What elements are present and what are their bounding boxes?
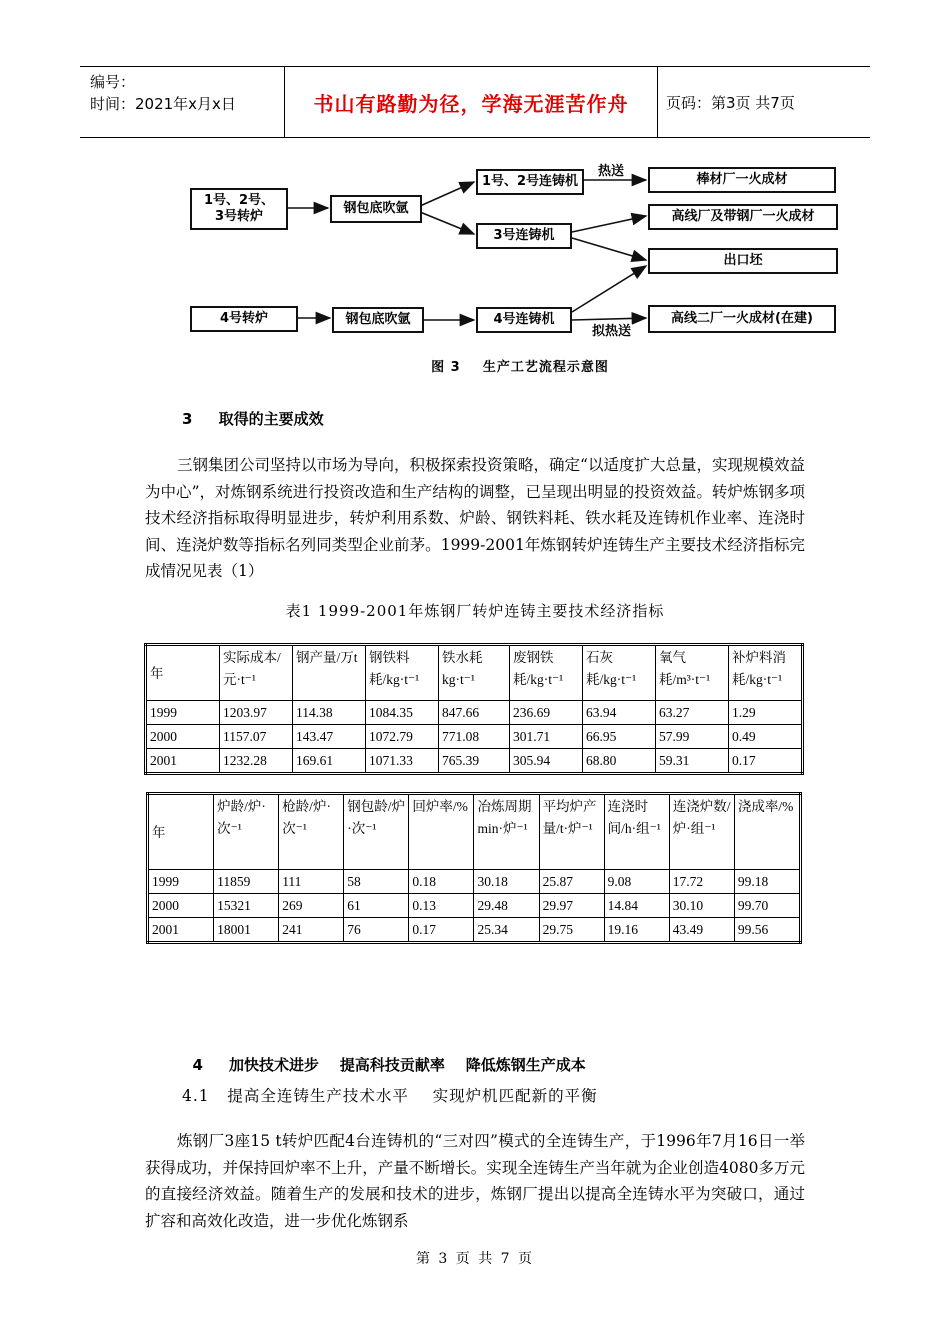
table-header-cell: 炉龄/炉·次⁻¹: [214, 794, 279, 870]
table-header-cell: 冶炼周期 min·炉⁻¹: [474, 794, 539, 870]
page-code: 页码：第3页 共7页: [666, 93, 795, 112]
table-cell: 1203.97: [220, 701, 293, 725]
table-cell: 236.69: [510, 701, 583, 725]
header-page-cell: [658, 67, 870, 137]
table-header-cell: 实际成本/元·t⁻¹: [220, 645, 293, 701]
arrow-argon-caster3: [420, 212, 474, 234]
box-argon-1: 钢包底吹氩: [330, 195, 422, 223]
table-cell: 2000: [146, 725, 220, 749]
table-cell: 0.49: [729, 725, 803, 749]
table-cell: 29.75: [539, 918, 604, 943]
table-cell: 30.10: [669, 894, 734, 918]
table-cell: 58: [344, 870, 409, 894]
arrow-caster4-export: [572, 266, 646, 312]
table-cell: 2000: [148, 894, 214, 918]
table-cell: 43.49: [669, 918, 734, 943]
table-header-cell: 氧气耗/m³·t⁻¹: [656, 645, 729, 701]
table-row: [146, 749, 803, 774]
table-header-cell: 钢铁料耗/kg·t⁻¹: [366, 645, 439, 701]
section-4-title: 加快技术进步 提高科技贡献率 降低炼钢生产成本: [229, 1056, 586, 1074]
box-export-billet: 出口坯: [648, 248, 838, 274]
table-cell: 305.94: [510, 749, 583, 774]
arrow-caster3-wire: [572, 216, 646, 232]
number-label: 编号：: [90, 73, 136, 91]
table-header-row: [146, 645, 803, 701]
page-footer: 第 3 页 共 7 页: [415, 1251, 535, 1267]
indicator-table-2: [146, 792, 802, 944]
table-cell: 1999: [148, 870, 214, 894]
table-cell: 59.31: [656, 749, 729, 774]
table-cell: 0.13: [409, 894, 474, 918]
table-cell: 269: [279, 894, 344, 918]
table-cell: 241: [279, 918, 344, 943]
table-cell: 25.87: [539, 870, 604, 894]
label-hot-delivery: 热送: [598, 164, 625, 179]
section-3-title: 取得的主要成效: [218, 410, 324, 428]
table-cell: 1999: [146, 701, 220, 725]
table-cell: 29.48: [474, 894, 539, 918]
table-header-cell: 铁水耗kg·t⁻¹: [439, 645, 510, 701]
table-cell: 25.34: [474, 918, 539, 943]
table-cell: 1.29: [729, 701, 803, 725]
section-4-number: 4: [192, 1056, 203, 1074]
table-cell: 169.61: [293, 749, 366, 774]
table-cell: 99.56: [734, 918, 800, 943]
box-converters-1-3: 1号、2号、 3号转炉: [190, 188, 288, 230]
box-argon-2: 钢包底吹氩: [332, 307, 424, 333]
section-3-heading: [182, 408, 324, 429]
table-cell: 30.18: [474, 870, 539, 894]
table-header-cell: 钢包龄/炉·次⁻¹: [344, 794, 409, 870]
table-row: [146, 701, 803, 725]
section-3-paragraph: 三钢集团公司坚持以市场为导向，积极探索投资策略，确定“以适度扩大总量，实现规模效益为中心”，对炼钢系统进行投资改造和生产结构的调整，已呈现出明显的投资效益。转炉炼钢多项技术经济指标取得明显进步，转炉利用系数、炉龄、钢铁料耗、铁水耗及连铸机作业率、连浇时间、连浇炉数等指标名列同类型企业前茅。1999-2001年炼钢转炉连铸生产主要技术经济指标完成情况见表（1）: [145, 456, 805, 580]
table-cell: 301.71: [510, 725, 583, 749]
table-header-cell: 废钢铁耗/kg·t⁻¹: [510, 645, 583, 701]
table-cell: 0.18: [409, 870, 474, 894]
figure-title: 生产工艺流程示意图: [482, 360, 609, 375]
figure-number: 图 3: [431, 360, 461, 375]
table-cell: 61: [344, 894, 409, 918]
table-cell: 14.84: [604, 894, 669, 918]
figure-caption: [0, 356, 950, 375]
table-header-cell: 钢产量/万t: [293, 645, 366, 701]
table-cell: 99.18: [734, 870, 800, 894]
table-cell: 0.17: [409, 918, 474, 943]
section-4-1-heading: 4.1 提高全连铸生产技术水平 实现炉机匹配新的平衡: [182, 1087, 598, 1105]
table-cell: 1071.33: [366, 749, 439, 774]
table-header-cell: 补炉料消耗/kg·t⁻¹: [729, 645, 803, 701]
table-header-cell: 石灰耗/kg·t⁻¹: [583, 645, 656, 701]
table-cell: 15321: [214, 894, 279, 918]
indicator-table-1: [144, 643, 804, 775]
table-header-cell: 年: [148, 794, 214, 870]
table-header-cell: 连浇炉数/炉·组⁻¹: [669, 794, 734, 870]
table-cell: 0.17: [729, 749, 803, 774]
table-cell: 771.08: [439, 725, 510, 749]
table-cell: 9.08: [604, 870, 669, 894]
label-planned-hot-delivery: 拟热送: [592, 324, 632, 339]
table-cell: 18001: [214, 918, 279, 943]
table-cell: 76: [344, 918, 409, 943]
table-cell: 29.97: [539, 894, 604, 918]
table-header-cell: 年: [146, 645, 220, 701]
header-motto-cell: [285, 67, 658, 137]
box-converter-4: 4号转炉: [190, 306, 298, 332]
table-row: [148, 918, 801, 943]
table-cell: 99.70: [734, 894, 800, 918]
box-bar-mill: 棒材厂一火成材: [648, 167, 836, 193]
table-row: [148, 894, 801, 918]
box-caster-3: 3号连铸机: [476, 223, 572, 249]
table-cell: 2001: [148, 918, 214, 943]
section-3-number: 3: [182, 410, 193, 428]
table-cell: 19.16: [604, 918, 669, 943]
table-cell: 57.99: [656, 725, 729, 749]
table-cell: 63.27: [656, 701, 729, 725]
motto: 书山有路勤为径，学海无涯苦作舟: [313, 91, 629, 116]
arrow-argon-caster12: [420, 182, 474, 206]
table-cell: 66.95: [583, 725, 656, 749]
table-header-cell: 枪龄/炉·次⁻¹: [279, 794, 344, 870]
table-cell: 111: [279, 870, 344, 894]
box-caster-1-2: 1号、2号连铸机: [476, 169, 584, 195]
table-header-cell: 平均炉产量/t·炉⁻¹: [539, 794, 604, 870]
table-header-cell: 回炉率/%: [409, 794, 474, 870]
section-4-heading: [182, 1036, 586, 1075]
box-wire-mill-2: 高线二厂一火成材(在建): [648, 305, 836, 333]
table-cell: 1072.79: [366, 725, 439, 749]
table-cell: 1084.35: [366, 701, 439, 725]
header-meta-cell: [80, 67, 285, 137]
table-row: [146, 725, 803, 749]
table-cell: 11859: [214, 870, 279, 894]
time-label: 时间：2021年x月x日: [90, 95, 236, 113]
table-cell: 2001: [146, 749, 220, 774]
table-cell: 68.80: [583, 749, 656, 774]
table-header-cell: 连浇时间/h·组⁻¹: [604, 794, 669, 870]
table-cell: 847.66: [439, 701, 510, 725]
table-cell: 1157.07: [220, 725, 293, 749]
table-header-cell: 浇成率/%: [734, 794, 800, 870]
table-cell: 1232.28: [220, 749, 293, 774]
process-flow-diagram: [180, 150, 850, 380]
table-caption: 表1 1999-2001年炼钢厂转炉连铸主要技术经济指标: [285, 602, 665, 620]
table-cell: 114.38: [293, 701, 366, 725]
table-row: [148, 870, 801, 894]
table-cell: 17.72: [669, 870, 734, 894]
box-caster-4: 4号连铸机: [476, 307, 572, 333]
section-4-paragraph: 炼钢厂3座15 t转炉匹配4台连铸机的“三对四”模式的全连铸生产，于1996年7月16日一举获得成功，并保持回炉率不上升，产量不断增长。实现全连铸生产当年就为企业创造4080多万元的直接经济效益。随着生产的发展和技术的进步，炼钢厂提出以提高全连铸水平为突破口，通过扩容和高效化改造，进一步优化炼钢系: [145, 1132, 805, 1230]
table-cell: 143.47: [293, 725, 366, 749]
table-header-row: [148, 794, 801, 870]
page-header: [80, 66, 870, 138]
arrow-caster3-export: [572, 238, 646, 260]
box-wire-mill: 高线厂及带钢厂一火成材: [648, 204, 838, 230]
table-cell: 765.39: [439, 749, 510, 774]
table-cell: 63.94: [583, 701, 656, 725]
